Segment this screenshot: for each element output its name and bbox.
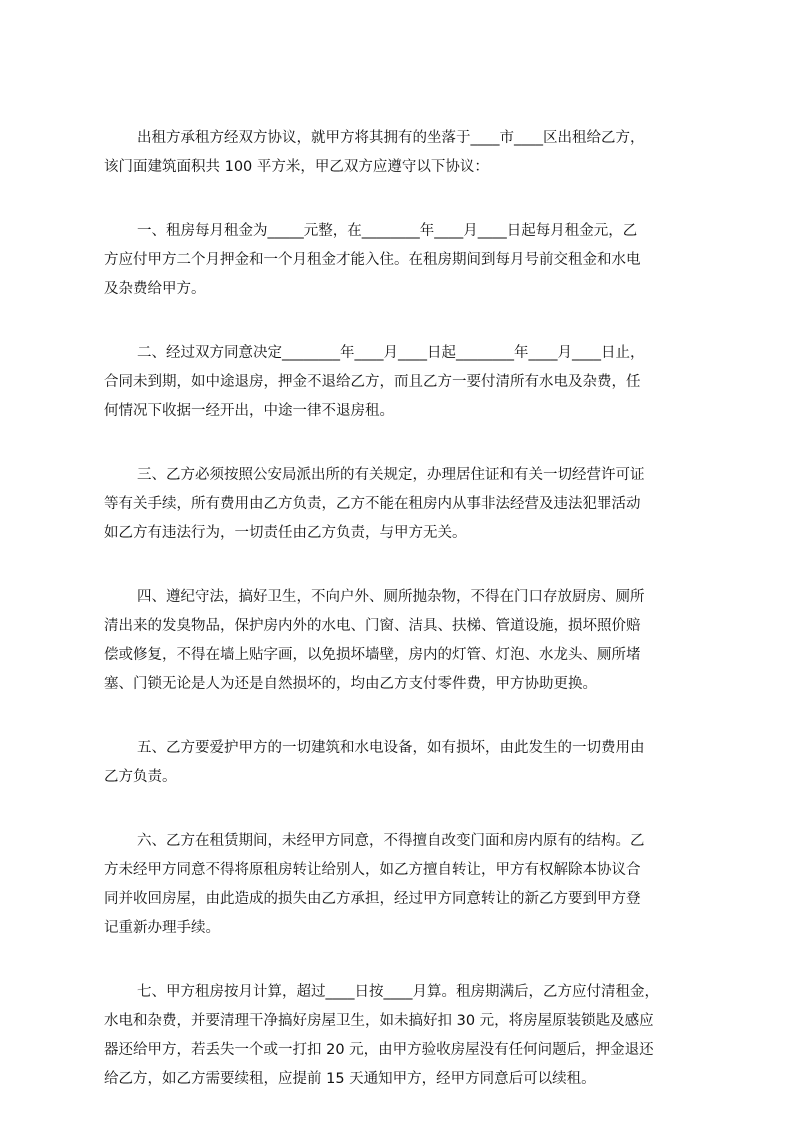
paragraph-line: 及杂费给甲方。 bbox=[104, 281, 206, 297]
paragraph-line: 七、甲方租房按月计算，超过____日按____月算。租房期满后，乙方应付清租金， bbox=[137, 984, 659, 1000]
paragraph-line: 塞、门锁无论是人为还是自然损坏的，均由乙方支付零件费，甲方协助更换。 bbox=[104, 676, 597, 692]
clause-paragraph bbox=[104, 978, 700, 1094]
clause-paragraph bbox=[104, 217, 700, 304]
clause-paragraph bbox=[104, 827, 700, 943]
paragraph-line: 方应付甲方二个月押金和一个月租金才能入住。在租房期间到每月号前交租金和水电 bbox=[104, 252, 641, 268]
paragraph-line: 四、遵纪守法，搞好卫生，不向户外、厕所抛杂物，不得在门口存放厨房、厕所 bbox=[137, 589, 645, 605]
clause-paragraph bbox=[104, 461, 700, 548]
paragraph-line: 三、乙方必须按照公安局派出所的有关规定，办理居住证和有关一切经营许可证 bbox=[137, 467, 645, 483]
paragraph-line: 该门面建筑面积共 100 平方米，甲乙双方应遵守以下协议： bbox=[104, 159, 489, 175]
paragraph-line: 器还给甲方，若丢失一个或一打扣 20 元，由甲方验收房屋没有任何问题后，押金退还 bbox=[104, 1042, 654, 1058]
paragraph-line: 等有关手续，所有费用由乙方负责，乙方不能在租房内从事非法经营及违法犯罪活动 bbox=[104, 496, 641, 512]
paragraph-line: 记重新办理手续。 bbox=[104, 920, 220, 936]
paragraph-line: 偿或修复，不得在墙上贴字画，以免损坏墙壁，房内的灯管、灯泡、水龙头、厕所堵 bbox=[104, 647, 641, 663]
document-body bbox=[104, 124, 700, 1129]
paragraph-line: 二、经过双方同意决定________年____月____日起________年____月____日止， bbox=[137, 345, 645, 361]
paragraph-line: 一、租房每月租金为_____元整，在________年____月____日起每月租金元，乙 bbox=[137, 223, 638, 239]
paragraph-line: 六、乙方在租赁期间，未经甲方同意，不得擅自改变门面和房内原有的结构。乙 bbox=[137, 833, 645, 849]
clause-paragraph bbox=[104, 734, 700, 792]
clause-paragraph bbox=[104, 339, 700, 426]
paragraph-line: 出租方承租方经双方协议，就甲方将其拥有的坐落于____市____区出租给乙方， bbox=[137, 130, 645, 146]
paragraph-line: 合同未到期，如中途退房，押金不退给乙方，而且乙方一要付清所有水电及杂费，任 bbox=[104, 374, 641, 390]
paragraph-line: 清出来的发臭物品，保护房内外的水电、门窗、洁具、扶梯、管道设施，损坏照价赔 bbox=[104, 618, 641, 634]
paragraph-line: 乙方负责。 bbox=[104, 769, 177, 785]
clause-paragraph bbox=[104, 583, 700, 699]
clause-paragraph bbox=[104, 124, 700, 182]
paragraph-line: 五、乙方要爱护甲方的一切建筑和水电设备，如有损坏，由此发生的一切费用由 bbox=[137, 740, 645, 756]
paragraph-line: 何情况下收据一经开出，中途一律不退房租。 bbox=[104, 403, 394, 419]
paragraph-line: 给乙方，如乙方需要续租，应提前 15 天通知甲方，经甲方同意后可以续租。 bbox=[104, 1071, 596, 1087]
paragraph-line: 如乙方有违法行为，一切责任由乙方负责，与甲方无关。 bbox=[104, 525, 467, 541]
paragraph-line: 同并收回房屋，由此造成的损失由乙方承担，经过甲方同意转让的新乙方要到甲方登 bbox=[104, 891, 641, 907]
paragraph-line: 方未经甲方同意不得将原租房转让给别人，如乙方擅自转让，甲方有权解除本协议合 bbox=[104, 862, 641, 878]
paragraph-line: 水电和杂费，并要清理干净搞好房屋卫生，如未搞好扣 30 元，将房屋原装锁匙及感应 bbox=[104, 1013, 654, 1029]
